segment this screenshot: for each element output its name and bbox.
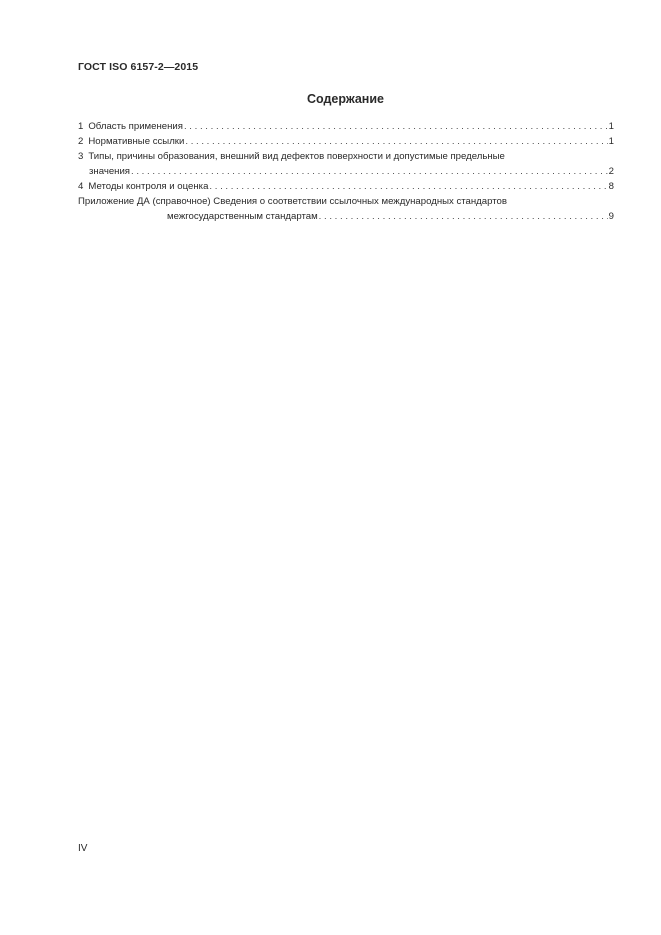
- toc-dot-leader: [184, 119, 608, 134]
- toc-entry-text: Приложение ДА (справочное) Сведения о соответствии ссылочных международных стандартов: [78, 196, 507, 207]
- toc-entry-text: Область применения: [88, 121, 183, 132]
- document-code-header: ГОСТ ISO 6157-2—2015: [78, 61, 199, 73]
- toc-entry-first-line: [78, 149, 614, 164]
- toc-entry-number: 4: [78, 181, 84, 192]
- page-number: IV: [78, 843, 88, 854]
- toc-entry-continuation-line: [78, 164, 614, 179]
- table-of-contents: [78, 119, 614, 224]
- toc-entry-text: Методы контроля и оценка: [88, 181, 209, 192]
- toc-entry-text: Нормативные ссылки: [88, 136, 185, 147]
- toc-entry-number: 1: [78, 121, 84, 132]
- toc-entry-scope[interactable]: [78, 119, 614, 134]
- toc-entry-appendix-da[interactable]: [78, 194, 614, 224]
- toc-dot-leader: [209, 179, 607, 194]
- toc-entry-text-continued: значения: [89, 166, 131, 177]
- toc-entry-first-line: [78, 194, 614, 209]
- toc-entry-page: 1: [608, 121, 614, 132]
- toc-entry-page: 9: [608, 211, 614, 222]
- toc-entry-text-continued: межгосударственным стандартам: [167, 211, 318, 222]
- toc-entry-number: 3: [78, 151, 84, 162]
- toc-entry-page: 1: [608, 136, 614, 147]
- toc-entry-normative-references[interactable]: [78, 134, 614, 149]
- toc-dot-leader: [185, 134, 607, 149]
- toc-entry-text: Типы, причины образования, внешний вид дефектов поверхности и допустимые предельные: [88, 151, 505, 162]
- toc-dot-leader: [131, 164, 608, 179]
- toc-entry-page: 8: [608, 181, 614, 192]
- toc-entry-page: 2: [608, 166, 614, 177]
- toc-dot-leader: [319, 209, 608, 224]
- toc-entry-continuation-line: [78, 209, 614, 224]
- toc-entry-number: 2: [78, 136, 84, 147]
- toc-title: Содержание: [306, 92, 384, 106]
- toc-entry-test-methods[interactable]: [78, 179, 614, 194]
- toc-entry-defect-types[interactable]: [78, 149, 614, 179]
